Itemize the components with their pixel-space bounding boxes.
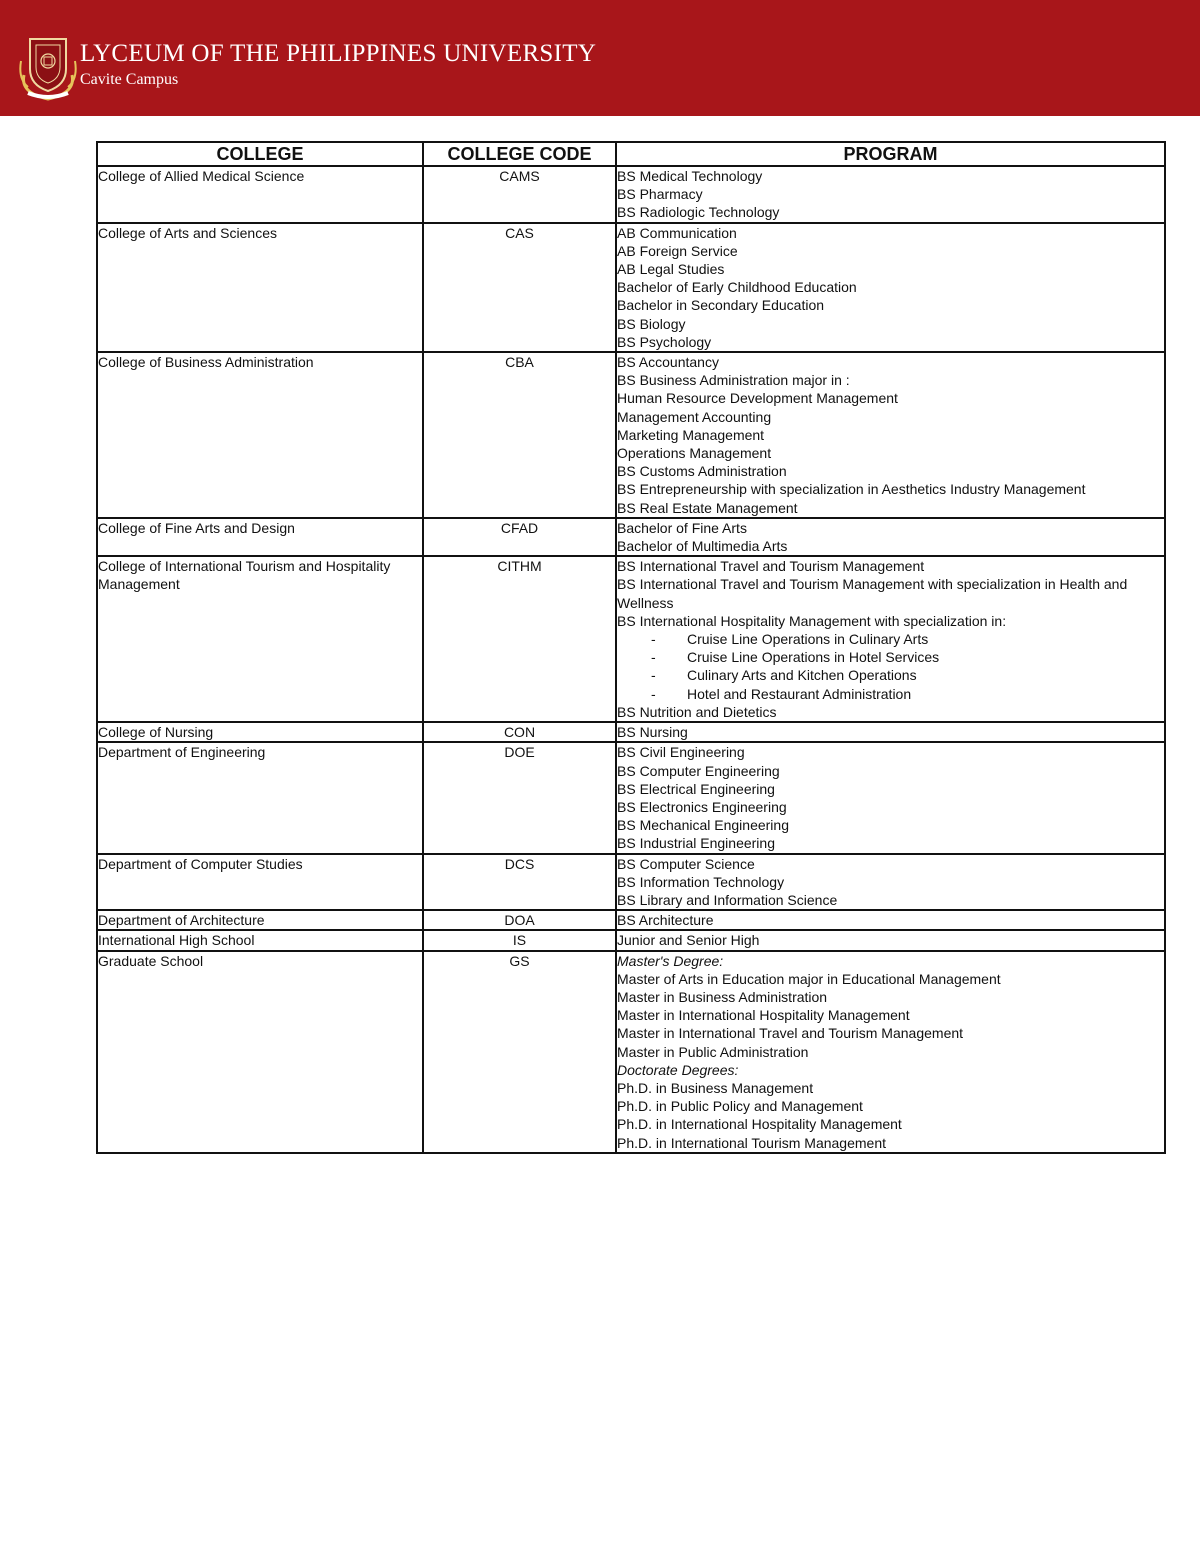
program-item: BS Nutrition and Dietetics: [617, 703, 777, 720]
college-name-cell: College of International Tourism and Hospitality Management: [97, 556, 423, 722]
program-item: Master in Public Administration: [617, 1043, 809, 1060]
college-code-cell: IS: [423, 930, 616, 950]
program-item-text: Culinary Arts and Kitchen Operations: [687, 667, 917, 684]
table-header-row: [97, 142, 1165, 166]
program-item: Human Resource Development Management: [617, 390, 898, 407]
program-item: BS Psychology: [617, 333, 712, 350]
program-item: Master of Arts in Education major in Educational Management: [617, 970, 1001, 987]
program-item: Bachelor of Fine Arts: [617, 519, 747, 536]
college-name-cell: College of Nursing: [97, 722, 423, 742]
university-name: LYCEUM OF THE PHILIPPINES UNIVERSITY: [80, 40, 597, 67]
program-item: BS Customs Administration: [617, 463, 787, 480]
program-item: [617, 648, 1164, 666]
program-item: Master in International Travel and Tourism Management: [617, 1025, 964, 1042]
program-item: BS Biology: [617, 315, 686, 332]
campus-name: Cavite Campus: [80, 71, 179, 88]
table-row: [97, 166, 1165, 223]
program-list-cell: [616, 352, 1165, 518]
program-item: Bachelor of Multimedia Arts: [617, 538, 788, 555]
column-header-college-code: COLLEGE CODE: [423, 142, 616, 166]
program-list-cell: [616, 742, 1165, 853]
program-item: BS Electrical Engineering: [617, 780, 775, 797]
program-item: AB Legal Studies: [617, 261, 725, 278]
college-code-cell: CBA: [423, 352, 616, 518]
program-item: BS Accountancy: [617, 354, 719, 371]
table-row: [97, 742, 1165, 853]
program-item: BS Nursing: [617, 724, 688, 741]
program-item: BS Real Estate Management: [617, 499, 798, 516]
program-list-cell: [616, 930, 1165, 950]
college-name-cell: College of Business Administration: [97, 352, 423, 518]
table-row: [97, 556, 1165, 722]
college-name-cell: College of Fine Arts and Design: [97, 518, 423, 556]
college-name-cell: International High School: [97, 930, 423, 950]
program-item: Ph.D. in Public Policy and Management: [617, 1098, 863, 1115]
programs-table: [96, 141, 1166, 1154]
program-item: BS Industrial Engineering: [617, 835, 775, 852]
program-item-text: Cruise Line Operations in Hotel Services: [687, 649, 940, 666]
program-item: BS Architecture: [617, 912, 714, 929]
program-item: BS Medical Technology: [617, 168, 763, 184]
table-row: [97, 910, 1165, 930]
program-item: BS Pharmacy: [617, 186, 703, 203]
college-code-cell: GS: [423, 951, 616, 1153]
program-item: Ph.D. in Business Management: [617, 1079, 814, 1096]
college-name-cell: Graduate School: [97, 951, 423, 1153]
university-seal-icon: [18, 35, 78, 101]
header-banner: [0, 0, 1200, 116]
college-name-cell: Department of Architecture: [97, 910, 423, 930]
program-item: Operations Management: [617, 445, 772, 462]
program-item: [617, 685, 1164, 703]
program-item: Master in International Hospitality Management: [617, 1007, 910, 1024]
program-item: Junior and Senior High: [617, 932, 760, 949]
program-item: Ph.D. in International Hospitality Management: [617, 1116, 902, 1133]
program-list-cell: [616, 951, 1165, 1153]
program-item: BS Information Technology: [617, 873, 785, 890]
table-row: [97, 930, 1165, 950]
program-item: BS Computer Engineering: [617, 762, 780, 779]
program-item: AB Foreign Service: [617, 242, 738, 259]
program-item: Ph.D. in International Tourism Management: [617, 1134, 886, 1151]
program-item: BS Business Administration major in :: [617, 372, 850, 389]
program-item: Bachelor of Early Childhood Education: [617, 279, 857, 296]
program-list-cell: [616, 910, 1165, 930]
program-group-heading: Doctorate Degrees:: [617, 1061, 739, 1078]
college-code-cell: CON: [423, 722, 616, 742]
college-name-cell: College of Arts and Sciences: [97, 223, 423, 352]
column-header-program: PROGRAM: [616, 142, 1165, 166]
program-item: [617, 666, 1164, 684]
college-name-cell: Department of Engineering: [97, 742, 423, 853]
program-item: Management Accounting: [617, 408, 772, 425]
program-item: [617, 630, 1164, 648]
program-item-text: Hotel and Restaurant Administration: [687, 685, 912, 702]
bullet-dash: -: [651, 667, 656, 684]
program-list-cell: [616, 556, 1165, 722]
program-list-cell: [616, 722, 1165, 742]
table-row: [97, 223, 1165, 352]
table-row: [97, 951, 1165, 1153]
table-row: [97, 854, 1165, 911]
program-item: Master in Business Administration: [617, 988, 828, 1005]
program-item: BS Entrepreneurship with specialization in Aesthetics Industry Management: [617, 481, 1086, 498]
table-row: [97, 352, 1165, 518]
table-row: [97, 518, 1165, 556]
bullet-dash: -: [651, 649, 656, 666]
college-code-cell: CITHM: [423, 556, 616, 722]
program-item: BS Civil Engineering: [617, 744, 745, 761]
column-header-college: COLLEGE: [97, 142, 423, 166]
program-list-cell: [616, 166, 1165, 223]
bullet-dash: -: [651, 685, 656, 702]
program-item: BS International Travel and Tourism Management with specialization in Health and Wellness: [617, 576, 1128, 611]
college-code-cell: DOE: [423, 742, 616, 853]
college-code-cell: DOA: [423, 910, 616, 930]
program-item: BS Electronics Engineering: [617, 798, 787, 815]
program-item: BS Library and Information Science: [617, 891, 838, 908]
college-name-cell: College of Allied Medical Science: [97, 166, 423, 223]
program-group-heading: Master's Degree:: [617, 952, 724, 969]
program-item: BS Mechanical Engineering: [617, 817, 789, 834]
program-item: Marketing Management: [617, 426, 765, 443]
college-code-cell: CFAD: [423, 518, 616, 556]
program-list-cell: [616, 854, 1165, 911]
bullet-dash: -: [651, 631, 656, 648]
college-code-cell: CAS: [423, 223, 616, 352]
college-name-cell: Department of Computer Studies: [97, 854, 423, 911]
college-code-cell: DCS: [423, 854, 616, 911]
program-item: BS Radiologic Technology: [617, 204, 780, 221]
program-item-text: Cruise Line Operations in Culinary Arts: [687, 631, 929, 648]
table-row: [97, 722, 1165, 742]
college-code-cell: CAMS: [423, 166, 616, 223]
program-item: Bachelor in Secondary Education: [617, 297, 825, 314]
program-item: BS International Hospitality Management with specialization in:: [617, 612, 1007, 629]
program-list-cell: [616, 518, 1165, 556]
program-item: AB Communication: [617, 224, 737, 241]
program-item: BS Computer Science: [617, 855, 755, 872]
program-item: BS International Travel and Tourism Management: [617, 558, 925, 575]
program-list-cell: [616, 223, 1165, 352]
